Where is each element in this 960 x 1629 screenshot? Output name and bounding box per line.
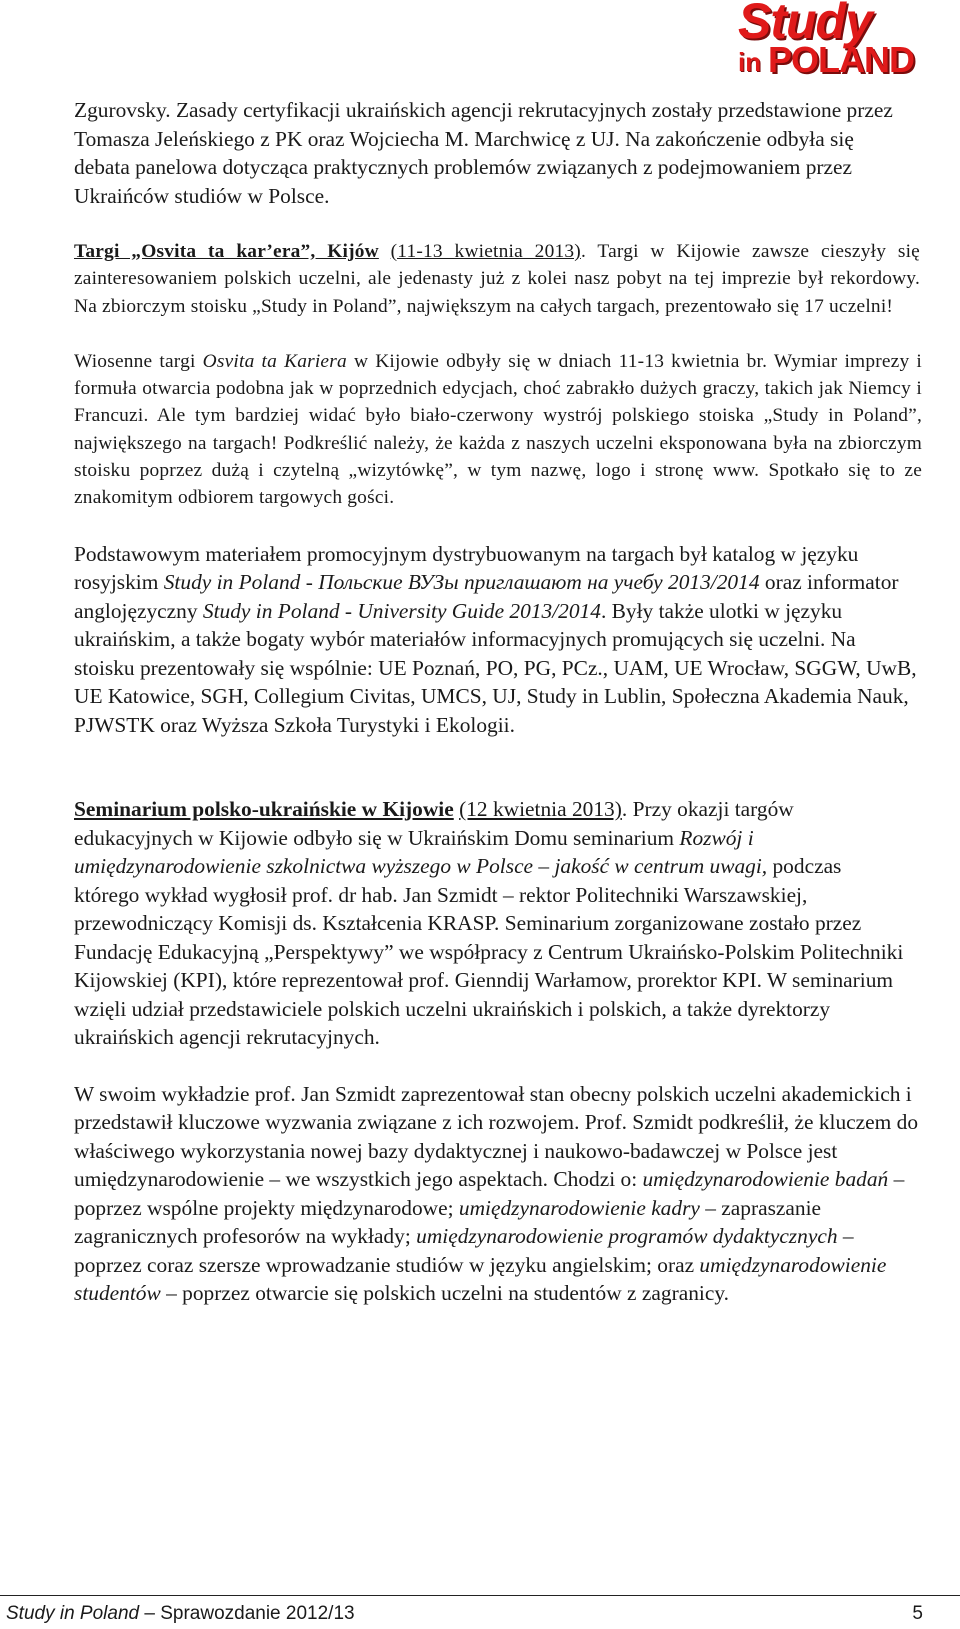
paragraph-promo-materials: Podstawowym materiałem promocyjnym dystrybuowanym na targach był katalog w języku rosyjskim Study in Poland - Польские ВУЗы приглашают на учебу 2013/2014 oraz informator anglojęzyczny Study in Poland - University Guide 2013/2014. Były także ulotki w języku ukraińskim, a także bogaty wybór materiałów informacyjnych promujących się uczelni. Na stoisku prezentowały się wspólnie: UE Poznań, PO, PG, PCz., UAM, UE Wrocław, SGGW, UwB, UE Katowice, SGH, Collegium Civitas, UMCS, UJ, Study in Lublin, Społeczna Akademia Nauk, PJWSTK oraz Wyższa Szkoła Turystyki i Ekologii. (74, 541, 917, 737)
fair-text: . Targi w Kijowie zawsze cieszyły się zainteresowaniem polskich uczelni, ale jedenasty już z kolei nasz pobyt na tej imprezie był rekordowy. Na zbiorczym stoisku „Study in Poland”, największym na całych targach, prezentowało się 17 uczelni! (74, 241, 920, 317)
guide-title-en: Study in Poland - University Guide 2013/2014 (202, 598, 601, 623)
study-in-poland-logo (738, 0, 954, 82)
logo-word-in: in (738, 47, 762, 77)
document-body (74, 96, 922, 1308)
paragraph-fair-kyiv (74, 238, 920, 320)
logo-word-poland: POLAND (768, 39, 914, 80)
section-heading-seminar: Seminarium polsko-ukraińskie w Kijowie (74, 797, 454, 822)
paragraph-spring-fair: Wiosenne targi Osvita ta Kariera w Kijowie odbyły się w dniach 11-13 kwietnia br. Wymiar imprezy i formuła otwarcia podobna jak w poprzednich edycjach, choć zabrakło dużych graczy, takich jak Niemcy i Francuzi. Ale tym bardziej widać było biało-czerwony wystrój polskiego stoiska „Study in Poland”, największego na targach! Podkreślić należy, że każda z naszych uczelni eksponowana była na zbiorczym stoisku poprzez dużą i czytelną „wizytówkę”, w tym nazwę, logo i stronę www. Spotkało się to ze znakomitym odbiorem targowych gości. (74, 350, 923, 509)
seminar-date: (12 kwietnia 2013) (459, 797, 622, 822)
footer-title: Study in Poland – Sprawozdanie 2012/13 (6, 1603, 355, 1624)
page-footer (0, 1595, 960, 1629)
fair-date: (11-13 kwietnia 2013) (390, 241, 581, 262)
logo-word-study: Study (738, 0, 872, 49)
catalog-title-ru: Study in Poland - Польские ВУЗы приглашают на учебу 2013/2014 (163, 570, 760, 595)
fair-name-italic: Osvita ta Kariera (202, 350, 347, 372)
page-number: 5 (912, 1603, 923, 1624)
paragraph-seminar: Seminarium polsko-ukraińskie w Kijowie (12 kwietnia 2013). Przy okazji targów edukacyjnych w Kijowie odbyło się w Ukraińskim Domu seminarium Rozwój i umiędzynarodowienie szkolnictwa wyższego w Polsce – jakość w centrum uwagi, podczas którego wykład wygłosił prof. dr hab. Jan Szmidt – rektor Politechniki Warszawskiej, przewodniczący Komisji ds. Kształcenia KRASP. Seminarium zorganizowane zostało przez Fundację Edukacyjną „Perspektywy” we współpracy z Centrum Ukraińsko-Polskim Politechniki Kijowskiej (KPI), które reprezentował prof. Gienndij Warłamow, prorektor KPI. W seminarium wzięli udział przedstawiciele polskich uczelni ukraińskich i polskich, a także dyrektorzy ukraińskich agencji rekrutacyjnych. (74, 797, 904, 1050)
paragraph-intro: Zgurovsky. Zasady certyfikacji ukraińskich agencji rekrutacyjnych zostały przedstawione przez Tomasza Jeleńskiego z PK oraz Wojciecha M. Marchwicę z UJ. Na zakończenie odbyła się debata panelowa dotycząca praktycznych problemów związanych z podejmowaniem przez Ukraińców studiów w Polsce. (74, 98, 893, 208)
paragraph-lecture: W swoim wykładzie prof. Jan Szmidt zaprezentował stan obecny polskich uczelni akademickich i przedstawił kluczowe wyzwania związane z ich rozwojem. Prof. Szmidt podkreślił, że kluczem do właściwego wykorzystania nowej bazy dydaktycznej i naukowo-badawczej w Polsce jest umiędzynarodowienie – we wszystkich jego aspektach. Chodzi o: umiędzynarodowienie badań – poprzez wspólne projekty międzynarodowe; umiędzynarodowienie kadry – zapraszanie zagranicznych profesorów na wykłady; umiędzynarodowienie programów dydaktycznych – poprzez coraz szersze wprowadzanie studiów w języku angielskim; oraz umiędzynarodowienie studentów – poprzez otwarcie się polskich uczelni na studentów z zagranicy. (74, 1081, 919, 1306)
section-heading-fair: Targi „Osvita ta kar’era”, Kijów (74, 241, 379, 262)
seminar-title-italic: Rozwój i umiędzynarodowienie szkolnictwa wyższego w Polsce – jakość w centrum uwagi, (74, 825, 768, 879)
